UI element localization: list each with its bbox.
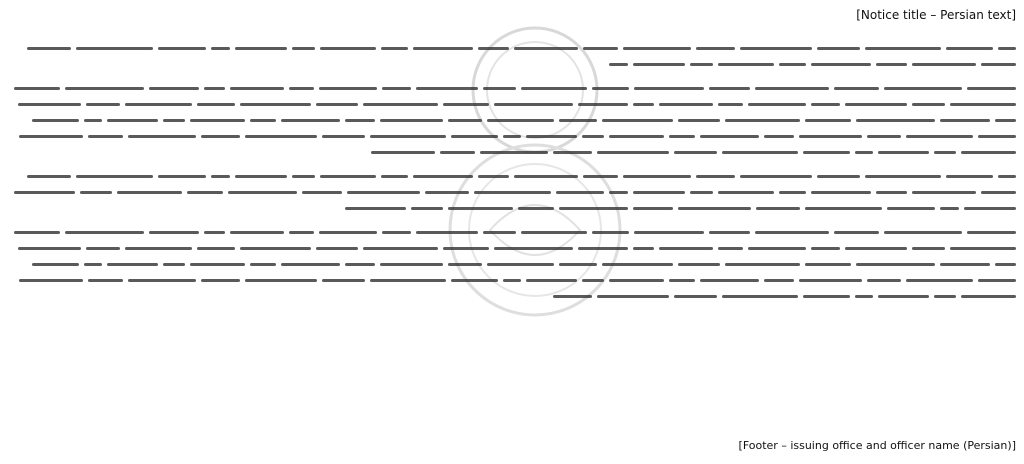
notice-title: [Notice title – Persian text] bbox=[856, 8, 1016, 22]
paragraph-line bbox=[8, 240, 1016, 256]
paragraph-line bbox=[8, 168, 1016, 184]
paragraph-line bbox=[8, 128, 1016, 144]
paragraph-p4 bbox=[8, 224, 1016, 304]
paragraph-line bbox=[8, 96, 1016, 112]
paragraph-line bbox=[8, 80, 1016, 96]
paragraph-p3 bbox=[8, 168, 1016, 216]
paragraph-line bbox=[8, 40, 1016, 56]
paragraph-line bbox=[8, 288, 1016, 304]
notice-footer: [Footer – issuing office and officer name (Persian)] bbox=[738, 439, 1016, 452]
paragraph-line bbox=[8, 256, 1016, 272]
paragraph-line bbox=[8, 184, 1016, 200]
paragraph-line bbox=[8, 112, 1016, 128]
paragraph-p2 bbox=[8, 80, 1016, 160]
paragraph-line bbox=[8, 224, 1016, 240]
paragraph-p1 bbox=[8, 40, 1016, 72]
paragraph-line bbox=[8, 272, 1016, 288]
paragraph-line bbox=[8, 56, 1016, 72]
paragraph-line bbox=[8, 200, 1016, 216]
paragraph-line bbox=[8, 144, 1016, 160]
notice-body bbox=[8, 40, 1016, 304]
